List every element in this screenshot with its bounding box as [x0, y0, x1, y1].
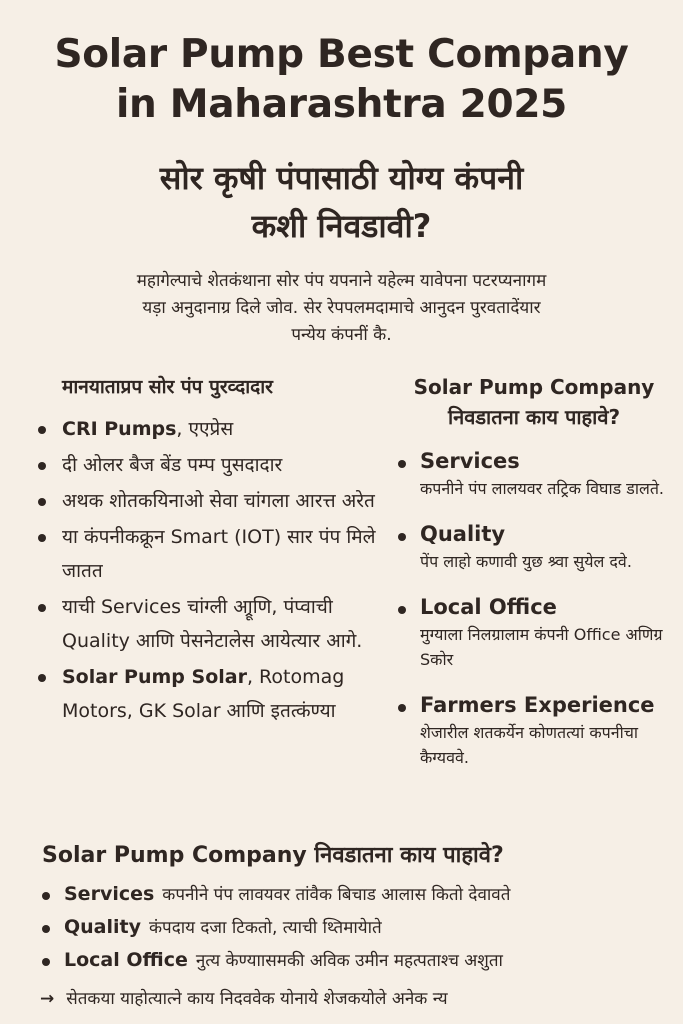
intro-line3: पन्येय कंपनीं कै. — [291, 325, 392, 345]
page-subtitle-line1: सोर कृषी पंपासाठी योग्य कंपनी — [159, 159, 524, 197]
suppliers-list — [34, 412, 384, 728]
list-item-text: अथक शोतकयिनाओ सेवा चांगला आरत्त अरेत — [62, 490, 375, 512]
list-item-text: कपनीने पंप लावयवर तांवैक बिचाड आलास कितो देवावते — [162, 885, 511, 905]
list-item-key: Services — [64, 883, 155, 905]
intro-line1: महागेल्पाचे शेतकंथाना सोर पंप यपनाने यहेल्म यावेपना पटरप्यनागम — [136, 271, 547, 291]
criteria-title: Quality — [420, 522, 506, 546]
list-item — [38, 878, 668, 911]
page-title — [0, 30, 683, 130]
suppliers-heading: मानयाताप्रप सोर पंप पुरव्दादार — [62, 376, 273, 398]
list-item — [34, 520, 384, 588]
list-item-text: याची Services चांग्ली आ्रूणि, पंप्वाची Quality आणि पेसनेटालेस आयेत्यार आगे. — [62, 596, 363, 652]
list-item — [38, 944, 668, 977]
criteria-title: Farmers Experience — [420, 693, 655, 717]
intro-line2: यड़ा अनुदानाग्र दिले जोव. सेर रेपपलमदामाचे आनुदन पुरवतादेंयार — [142, 298, 541, 318]
criteria-desc: कपनीने पंप लालयवर तट्रिक विघाड डालते. — [420, 479, 665, 498]
suppliers-column — [34, 372, 384, 730]
list-item-text: दी ओलर बैज बेंड पम्प पुसदादार — [62, 454, 283, 476]
list-item — [394, 592, 674, 672]
criteria-column — [394, 372, 674, 788]
criteria-desc: पेंप लाहो कणावी युछ श्र्वा सुयेल दवे. — [420, 552, 632, 571]
criteria-desc: शेजारील शतकर्येन कोणतत्यां कपनीचा कैग्यववे. — [420, 723, 639, 767]
bottom-heading: Solar Pump Company निवडातना काय पाहावे? — [42, 843, 504, 868]
list-item — [394, 690, 674, 770]
list-item-text: नुत्य केण्याासमकी अविक उमीन महत्पताश्च अशुता — [195, 951, 503, 971]
criteria-list — [394, 446, 674, 770]
list-item-bold: Solar Pump Solar — [62, 666, 247, 688]
list-item-bold: CRI Pumps — [62, 418, 177, 440]
list-item — [38, 911, 668, 944]
criteria-title: Services — [420, 449, 520, 473]
page-subtitle — [0, 154, 683, 250]
criteria-heading-line2: निवडातना काय पाहावे? — [447, 405, 621, 429]
criteria-desc: मुग्याला निलग्रालाम कंपनी Office अणिग्र Sकोर — [420, 625, 663, 669]
criteria-title: Local Oﬃce — [420, 595, 557, 619]
page-subtitle-line2: कशी निवडावी? — [251, 207, 432, 245]
list-item — [394, 519, 674, 574]
list-item-text: कंपदाय दजा टिकतो, त्याची थ्तिमायेाते — [149, 918, 382, 938]
intro-paragraph — [20, 268, 663, 349]
list-item — [34, 448, 384, 482]
list-item — [34, 590, 384, 658]
list-item — [34, 660, 384, 728]
criteria-heading-line1: Solar Pump Company — [413, 375, 655, 399]
list-item-text: , Rotomag Motors, GK Solar आणि इतत्कंण्या — [62, 666, 345, 722]
list-item-text: या कंपनीकक्रून Smart (IOT) सार पंप मिले जातत — [62, 526, 376, 582]
page-title-line2: in Maharashtra 2025 — [115, 82, 568, 127]
list-item-key: Local Office — [64, 949, 188, 971]
list-item — [34, 412, 384, 446]
footer-note — [40, 984, 670, 1014]
arrow-right-icon: → — [40, 989, 55, 1009]
bottom-list — [38, 878, 668, 977]
list-item-text: , एएप्रेस — [176, 418, 234, 440]
page-title-line1: Solar Pump Best Company — [54, 32, 629, 77]
list-item-key: Quality — [64, 916, 141, 938]
list-item — [394, 446, 674, 501]
list-item — [34, 484, 384, 518]
criteria-heading — [394, 372, 674, 432]
footer-note-text: सेतकया याहोत्यात्ने काय निदववेक योनाये शेजकयोले अनेक न्य — [66, 989, 448, 1009]
